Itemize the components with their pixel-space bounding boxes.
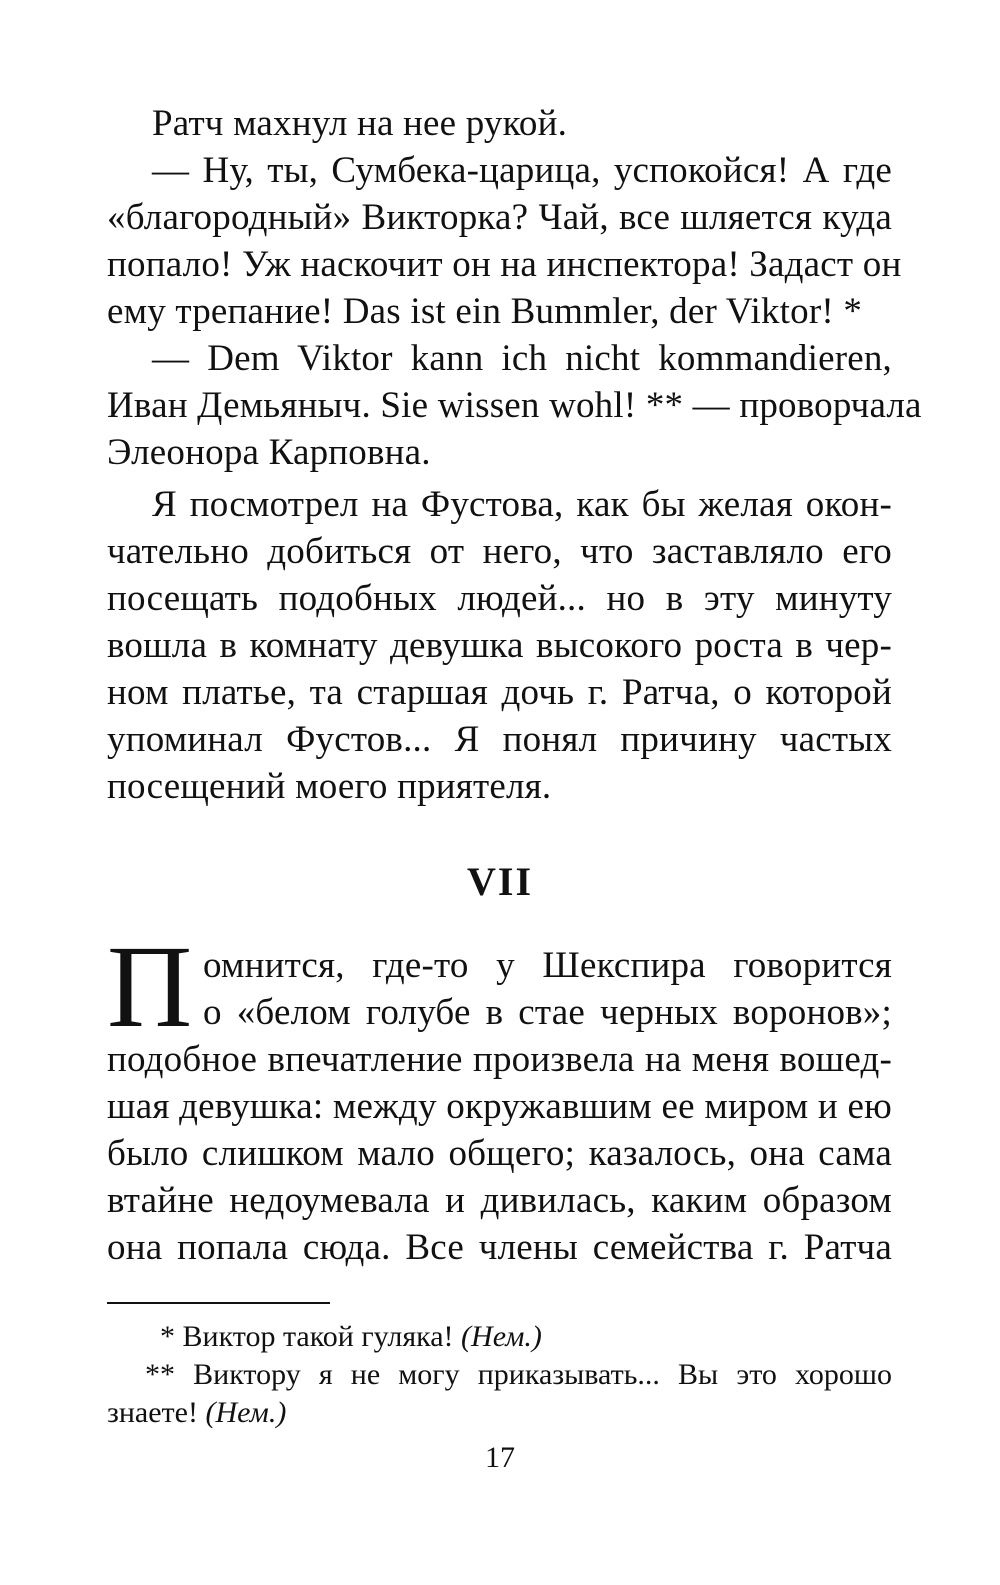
text-line: — Ну, ты, Сумбека-царица, успокойся! А где	[152, 150, 892, 191]
page-number: 17	[485, 1441, 515, 1474]
footnote	[160, 1318, 542, 1356]
footnote-divider	[107, 1302, 330, 1304]
text-line: втайне недоумевала и дивилась, каким образом	[107, 1180, 892, 1221]
chapter-heading: VII	[466, 859, 534, 904]
text-line: Я посмотрел на Фустова, как бы желая окон-	[152, 484, 892, 525]
text-line: попало! Уж наскочит он на инспектора! Задаст он	[107, 244, 902, 285]
text-line: шая девушка: между окружавшим ее миром и ею	[107, 1086, 892, 1127]
footnote-text: Виктор такой гуляка!	[182, 1320, 454, 1353]
text-line: Иван Демьяныч. Sie wissen wohl! ** — проворчала	[107, 385, 922, 426]
drop-cap: П	[107, 921, 193, 1052]
text-line: омнится, где-то у Шекспира говорится	[203, 945, 892, 986]
text-line: посещать подобных людей... но в эту минуту	[107, 578, 892, 619]
text-line: вошла в комнату девушка высокого роста в чер-	[107, 625, 892, 666]
text-line: «благородный» Викторка? Чай, все шляется куда	[107, 197, 892, 238]
text-line: — Dem Viktor kann ich nicht kommandieren,	[152, 338, 892, 379]
footnote-marker: *	[160, 1320, 175, 1353]
text-line: было слишком мало общего; казалось, она сама	[107, 1133, 892, 1174]
footnote-marker: **	[145, 1358, 175, 1391]
text-line: посещений моего приятеля.	[107, 766, 552, 807]
text-line: чательно добиться от него, что заставляло его	[107, 531, 892, 572]
footnote	[145, 1356, 892, 1394]
footnote-language: (Нем.)	[205, 1396, 287, 1429]
footnote-language: (Нем.)	[461, 1320, 542, 1353]
text-line: она попала сюда. Все члены семейства г. Ратча	[107, 1227, 892, 1268]
footnote-text: знаете!	[107, 1396, 198, 1429]
text-line: ему трепание! Das ist ein Bummler, der Viktor! *	[107, 291, 863, 332]
footnote-text: Виктору я не могу приказывать... Вы это хорошо	[193, 1358, 893, 1391]
text-line: ном платье, та старшая дочь г. Ратча, о которой	[107, 672, 892, 713]
text-line: Ратч махнул на нее рукой.	[152, 103, 568, 144]
text-line: подобное впечатление произвела на меня вошед-	[107, 1039, 892, 1080]
text-line: упоминал Фустов... Я понял причину частых	[107, 719, 892, 760]
footnote-continuation	[107, 1394, 286, 1432]
text-line: Элеонора Карповна.	[107, 432, 431, 473]
text-line: о «белом голубе в стае черных воронов»;	[203, 992, 892, 1033]
